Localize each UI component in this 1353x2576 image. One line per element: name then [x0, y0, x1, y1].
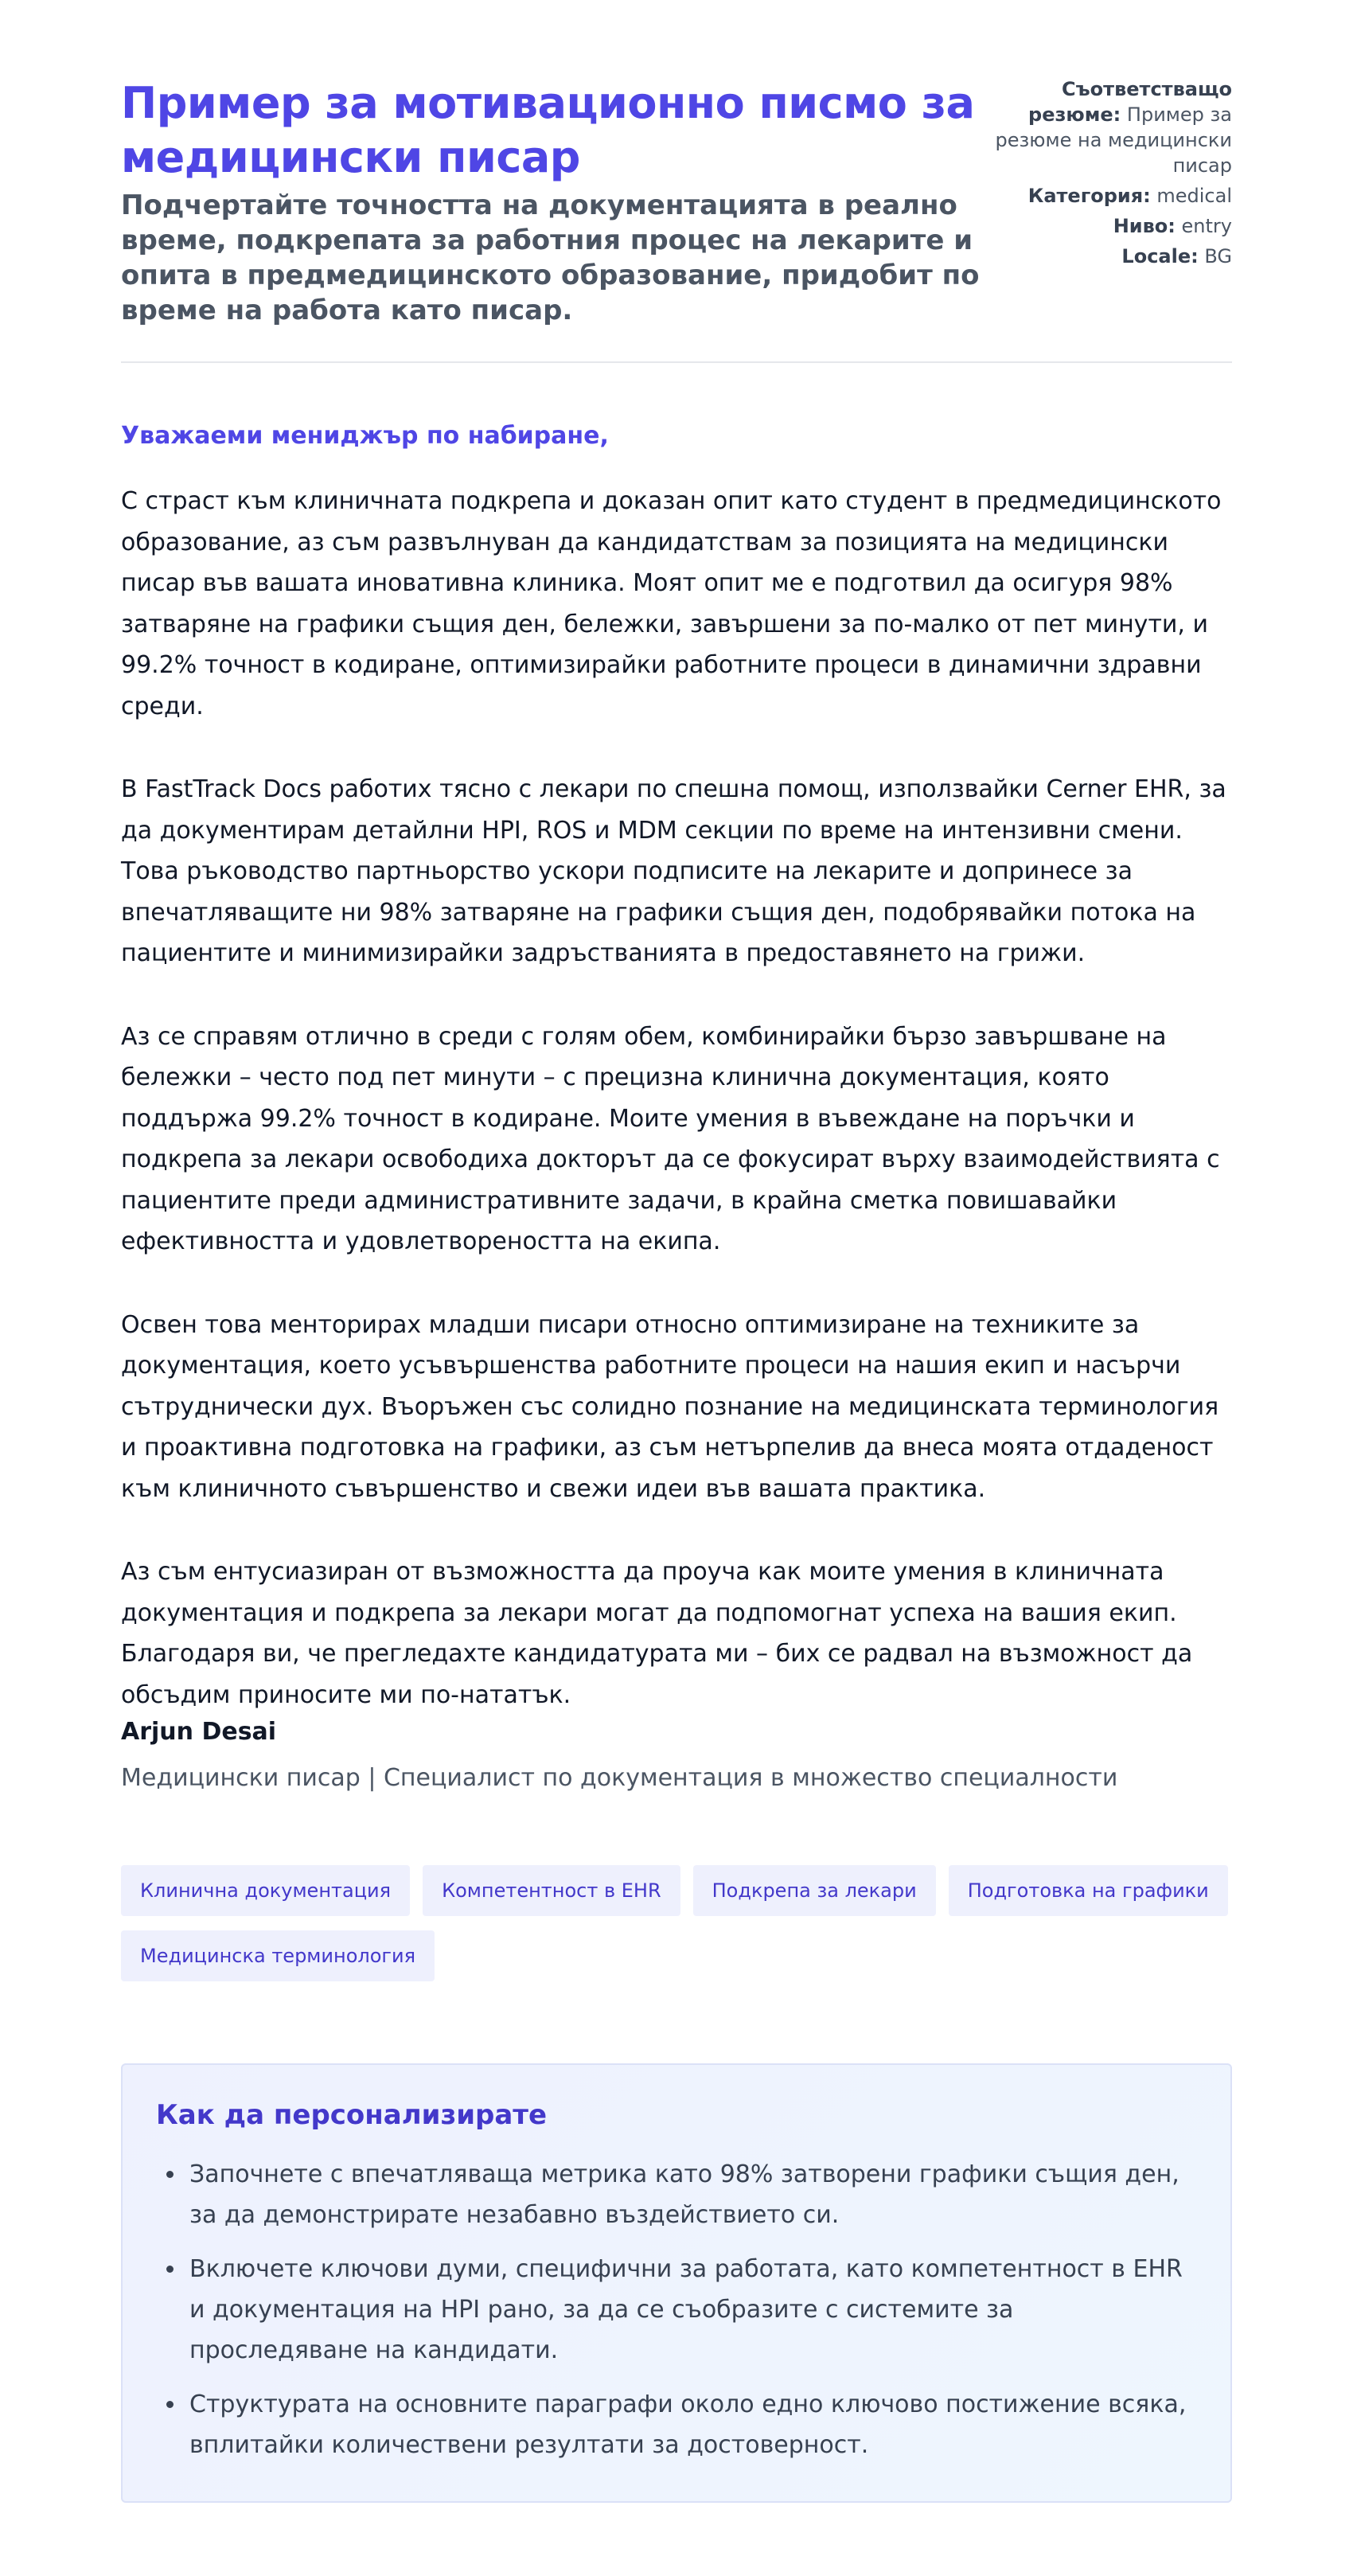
letter-paragraph: Освен това менторирах младши писари относно оптимизиране на техниките за документация, което усъвършенства работните процеси на нашия екип и насърчи сътруднически дух. Въоръжен със солидно познание на медицинската терминология и проактивна подготовка на графики, аз съм нетърпелив да внеса моята отдаденост към клиничното съвършенство и свежи идеи във вашата практика. [121, 1310, 1219, 1503]
skill-tag: Клинична документация [121, 1865, 410, 1916]
meta-locale [993, 244, 1232, 269]
signature-name: Arjun Desai [121, 1718, 277, 1746]
meta-locale-label: Locale: [1121, 245, 1199, 267]
customization-tips-box [121, 2063, 1232, 2503]
header-divider [121, 361, 1232, 363]
meta-resume-value: Пример за резюме на медицински писар [995, 103, 1232, 177]
letter-paragraph: В FastTrack Docs работих тясно с лекари по спешна помощ, използвайки Cerner EHR, за да документирам детайлни HPI, ROS и MDM секции по време на интензивни смени. Това ръководство партньорство ускори подписите на лекарите и допринесе за впечатляващите ни 98% затваряне на графики същия ден, подобрявайки потока на пациентите и минимизирайки задръстванията в предоставянето на грижи. [121, 775, 1226, 967]
page-title: Пример за мотивационно писмо за медицински писар [121, 78, 975, 182]
skill-tag: Подкрепа за лекари [693, 1865, 936, 1916]
tips-title: Как да персонализирате [156, 2099, 548, 2131]
signature-title: Медицински писар | Специалист по документация в множество специалности [121, 1764, 1118, 1792]
meta-resume [993, 76, 1232, 178]
page-subtitle: Подчертайте точността на документацията в реално време, подкрепата за работния процес на лекарите и опита в предмедицинското образование, придобит по време на работа като писар. [121, 189, 980, 326]
letter-body [121, 416, 1232, 1758]
meta-locale-value: BG [1204, 245, 1232, 267]
meta-panel [993, 76, 1232, 274]
meta-resume-label: Съответстващо резюме: [1028, 78, 1232, 126]
page-header [121, 76, 1232, 328]
meta-category-value: medical [1156, 185, 1232, 207]
letter-greeting: Уважаеми мениджър по набиране, [121, 422, 609, 450]
tips-list-item: • Включете ключови думи, специфични за работата, като компетентност в EHR и документация на HPI рано, за да се съобразите с системите за проследяване на кандидати. [186, 2249, 1197, 2371]
skill-tag: Медицинска терминология [121, 1930, 435, 1981]
meta-level-value: entry [1181, 215, 1232, 237]
meta-category-label: Категория: [1027, 185, 1151, 207]
tips-list-item: • Структурата на основните параграфи около едно ключово постижение всяка, вплитайки количествени резултати за достоверност. [186, 2384, 1197, 2465]
skill-tags [121, 1865, 1232, 1981]
meta-category [993, 183, 1232, 209]
letter-paragraph: С страст към клиничната подкрепа и доказан опит като студент в предмедицинското образование, аз съм развълнуван да кандидатствам за позицията на медицински писар във вашата иновативна клиника. Моят опит ме е подготвил да осигуря 98% затваряне на графики същия ден, бележки, завършени за по-малко от пет минути, и 99.2% точност в кодиране, оптимизирайки работните процеси в динамични здравни среди. [121, 487, 1222, 720]
meta-level-label: Ниво: [1113, 215, 1176, 237]
meta-level [993, 213, 1232, 239]
tips-list-item: • Започнете с впечатляваща метрика като 98% затворени графики същия ден, за да демонстрирате незабавно въздействието си. [186, 2154, 1197, 2235]
skill-tag: Подготовка на графики [949, 1865, 1228, 1916]
skill-tag: Компетентност в EHR [423, 1865, 680, 1916]
tips-list [156, 2154, 1197, 2465]
letter-paragraph: Аз съм ентусиазиран от възможността да проуча как моите умения в клиничната документация и подкрепа за лекари могат да подпомогнат успеха на вашия екип. Благодаря ви, че прегледахте кандидатурата ми – бих се радвал на възможност да обсъдим приносите ми по-нататък. [121, 1558, 1193, 1709]
letter-paragraph: Аз се справям отлично в среди с голям обем, комбинирайки бързо завършване на бележки – често под пет минути – с прецизна клинична документация, която поддържа 99.2% точност в кодиране. Моите умения в въвеждане на поръчки и подкрепа за лекари освободиха докторът да се фокусират върху взаимодействията с пациентите преди административните задачи, в крайна сметка повишавайки ефективността и удовлетвореността на екипа. [121, 1022, 1220, 1255]
